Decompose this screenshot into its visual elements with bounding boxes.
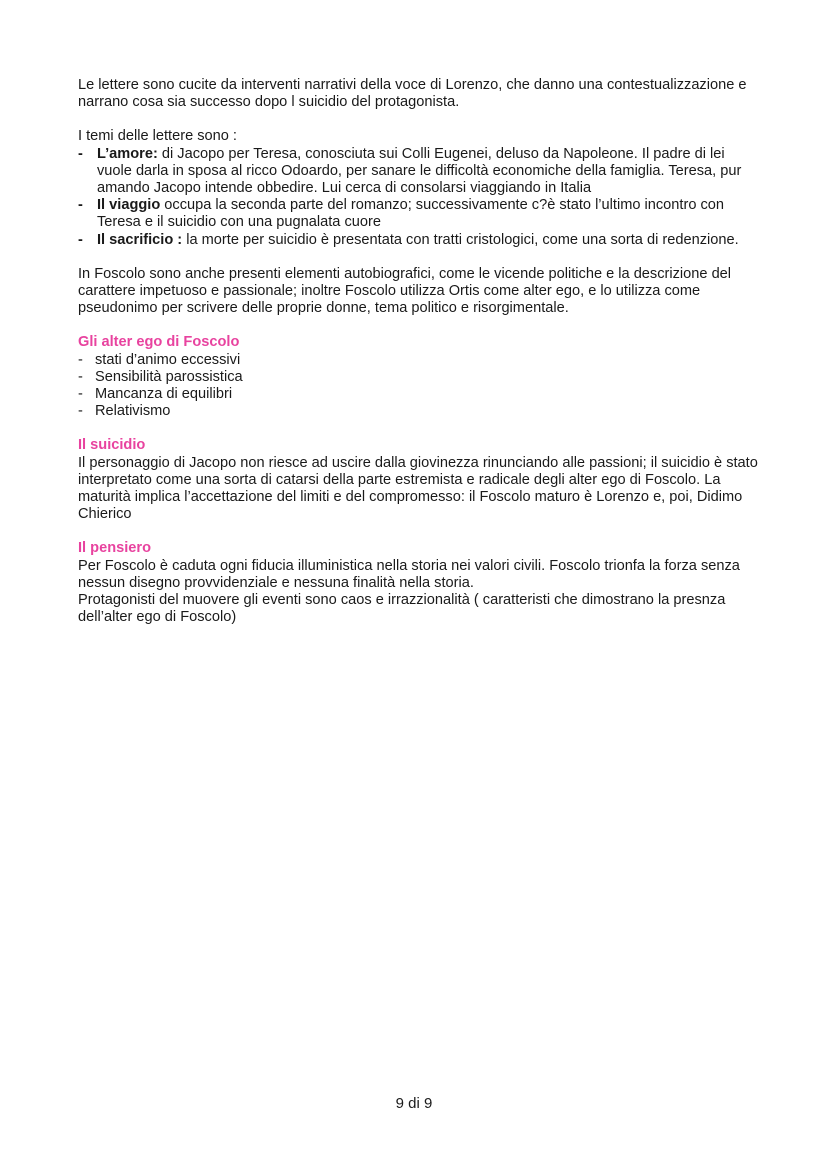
dash-bullet: - (78, 351, 83, 368)
suicidio-paragraph: Il personaggio di Jacopo non riesce ad uscire dalla giovinezza rinunciando alle passioni; il suicidio è stato interpretato come una sorta di catarsi della parte estremista e radicale degli alter ego di Foscolo. La maturità implica l’accettazione del limiti e del compromesso: il Foscolo maturo è Lorenzo e, poi, Didimo Chierico (78, 454, 758, 523)
dash-bullet: - (78, 386, 83, 403)
theme-term: L’amore: (97, 145, 158, 162)
alter-ego-list (78, 352, 758, 421)
list-item (78, 386, 758, 403)
list-item-text: Mancanza di equilibri (95, 386, 233, 403)
dash-bullet: - (78, 403, 83, 420)
themes-list (78, 146, 758, 249)
dash-bullet: - (78, 197, 83, 214)
theme-term: Il viaggio (97, 197, 161, 214)
theme-text: la morte per suicidio è presentata con tratti cristologici, come una sorta di redenzione. (182, 231, 739, 248)
dash-bullet: - (78, 368, 83, 385)
dash-bullet: - (78, 145, 83, 162)
autobio-paragraph: In Foscolo sono anche presenti elementi autobiografici, come le vicende politiche e la descrizione del carattere impetuoso e passionale; inoltre Foscolo utilizza Ortis come alter ego, e lo utilizza come pseudonimo per scrivere delle proprie donne, tema politico e risorgimentale. (78, 265, 732, 317)
list-item-text: Relativismo (95, 403, 171, 420)
spacer (78, 111, 758, 128)
theme-text: di Jacopo per Teresa, conosciuta sui Colli Eugenei, deluso da Napoleone. Il padre di lei vuole darla in sposa al ricco Odoardo, per sanare le difficoltà economiche della famiglia. Teresa, pur amando Jacopo intende obbedire. Lui cerca di consolarsi viaggiando in Italia (97, 145, 742, 197)
theme-item-sacrificio (78, 232, 758, 249)
themes-intro: I temi delle lettere sono : (78, 128, 237, 145)
alter-ego-heading: Gli alter ego di Foscolo (78, 334, 240, 351)
intro-paragraph: Le lettere sono cucite da interventi narrativi della voce di Lorenzo, che danno una contestualizzazione e narrano cosa sia successo dopo l suicidio del protagonista. (78, 77, 747, 111)
list-item (78, 403, 758, 420)
page-number: 9 di 9 (395, 1095, 433, 1112)
theme-item-viaggio (78, 197, 758, 231)
list-item-text: Sensibilità parossistica (95, 368, 243, 385)
spacer (78, 420, 758, 437)
theme-item-amore (78, 146, 758, 198)
spacer (78, 523, 758, 540)
list-item (78, 352, 758, 369)
theme-term: Il sacrificio : (97, 231, 183, 248)
theme-text: occupa la seconda parte del romanzo; successivamente c?è stato l’ultimo incontro con Teresa e il suicidio con una pugnalata cuore (97, 197, 725, 231)
suicidio-heading: Il suicidio (78, 437, 146, 454)
pensiero-paragraph-2: Protagonisti del muovere gli eventi sono caos e irrazzionalità ( caratteristi che dimostrano la presnza dell’alter ego di Foscolo) (78, 592, 726, 626)
pensiero-paragraph-1: Per Foscolo è caduta ogni fiducia illuministica nella storia nei valori civili. Foscolo trionfa la forza senza nessun disegno provvidenziale e nessuna finalità nella storia. (78, 557, 740, 591)
spacer (78, 249, 758, 266)
pensiero-heading: Il pensiero (78, 540, 151, 557)
list-item-text: stati d’animo eccessivi (95, 351, 241, 368)
spacer (78, 317, 758, 334)
list-item (78, 369, 758, 386)
document-page (78, 77, 758, 626)
dash-bullet: - (78, 231, 83, 248)
